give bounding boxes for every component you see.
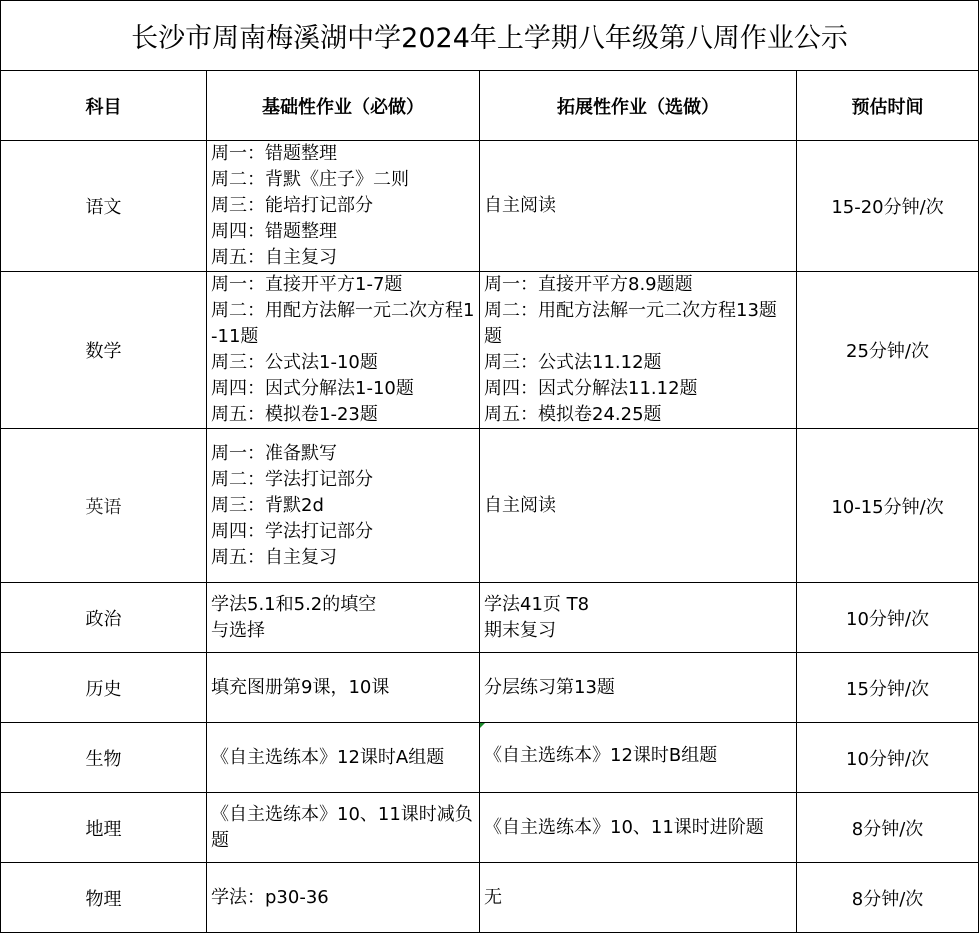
extended-line: 分层练习第13题 bbox=[484, 676, 615, 698]
basic-line: 周四：学法打记部分 bbox=[211, 520, 373, 542]
basic-line: 周四：因式分解法1-10题 bbox=[211, 378, 414, 399]
basic-line: 《自主选练本》12课时A组题 bbox=[211, 746, 445, 768]
basic-line: 与选择 bbox=[211, 619, 265, 641]
table-row bbox=[1, 863, 979, 933]
time-cell: 10分钟/次 bbox=[797, 583, 979, 653]
basic-line: 周四：错题整理 bbox=[211, 221, 337, 242]
table-row bbox=[1, 141, 979, 272]
subject-cell: 历史 bbox=[1, 653, 207, 723]
extended-line: 《自主选练本》10、11课时进阶题 bbox=[484, 816, 764, 838]
time-cell: 15分钟/次 bbox=[797, 653, 979, 723]
extended-line: 自主阅读 bbox=[484, 195, 556, 216]
table-row bbox=[1, 429, 979, 583]
basic-cell bbox=[207, 272, 480, 429]
table-row bbox=[1, 272, 979, 429]
extended-cell bbox=[480, 653, 797, 723]
basic-line: 周五：自主复习 bbox=[211, 247, 337, 268]
extended-line: 周五：模拟卷24.25题 bbox=[484, 404, 662, 425]
extended-cell bbox=[480, 793, 797, 863]
extended-cell bbox=[480, 272, 797, 429]
header-row bbox=[1, 71, 979, 141]
subject-cell: 生物 bbox=[1, 723, 207, 793]
extended-line: 周三：公式法11.12题 bbox=[484, 352, 662, 373]
basic-cell bbox=[207, 793, 480, 863]
basic-line: 学法5.1和5.2的填空 bbox=[211, 593, 377, 615]
basic-line: 周五：自主复习 bbox=[211, 546, 337, 568]
extended-line: 周二：用配方法解一元二次方程13题题 bbox=[484, 300, 777, 347]
basic-line: 周二：用配方法解一元二次方程1-11题 bbox=[211, 300, 475, 347]
extended-cell bbox=[480, 429, 797, 583]
extended-line: 无 bbox=[484, 886, 502, 908]
extended-cell bbox=[480, 863, 797, 933]
basic-line: 周二：学法打记部分 bbox=[211, 468, 373, 490]
subject-cell: 政治 bbox=[1, 583, 207, 653]
table-row bbox=[1, 583, 979, 653]
time-cell: 8分钟/次 bbox=[797, 793, 979, 863]
basic-line: 周二：背默《庄子》二则 bbox=[211, 169, 409, 190]
extended-line: 学法41页 T8 bbox=[484, 593, 590, 615]
basic-line: 学法：p30-36 bbox=[211, 886, 329, 908]
header-subject: 科目 bbox=[1, 71, 207, 141]
basic-line: 周一：错题整理 bbox=[211, 143, 337, 164]
basic-line: 周三：公式法1-10题 bbox=[211, 352, 378, 373]
extended-line: 自主阅读 bbox=[484, 494, 556, 516]
basic-cell bbox=[207, 429, 480, 583]
basic-cell bbox=[207, 863, 480, 933]
basic-cell bbox=[207, 723, 480, 793]
table-row bbox=[1, 723, 979, 793]
header-extended: 拓展性作业（选做） bbox=[480, 71, 797, 141]
extended-cell bbox=[480, 141, 797, 272]
table-row bbox=[1, 793, 979, 863]
basic-cell bbox=[207, 141, 480, 272]
page-title: 长沙市周南梅溪湖中学2024年上学期八年级第八周作业公示 bbox=[1, 1, 979, 71]
extended-line: 期末复习 bbox=[484, 619, 556, 641]
extended-line: 周一：直接开平方8.9题题 bbox=[484, 274, 693, 295]
basic-line: 周三：能培打记部分 bbox=[211, 195, 373, 216]
time-cell: 25分钟/次 bbox=[797, 272, 979, 429]
title-row bbox=[1, 1, 979, 71]
extended-line: 周四：因式分解法11.12题 bbox=[484, 378, 698, 399]
subject-cell: 语文 bbox=[1, 141, 207, 272]
basic-line: 周五：模拟卷1-23题 bbox=[211, 404, 378, 425]
extended-line: 《自主选练本》12课时B组题 bbox=[484, 745, 718, 766]
header-basic: 基础性作业（必做） bbox=[207, 71, 480, 141]
basic-line: 《自主选练本》10、11课时减负题 bbox=[211, 803, 473, 851]
subject-cell: 地理 bbox=[1, 793, 207, 863]
header-time: 预估时间 bbox=[797, 71, 979, 141]
basic-line: 周一：直接开平方1-7题 bbox=[211, 274, 403, 295]
time-cell: 15-20分钟/次 bbox=[797, 141, 979, 272]
extended-cell bbox=[480, 583, 797, 653]
basic-line: 填充图册第9课，10课 bbox=[211, 676, 390, 698]
time-cell: 10分钟/次 bbox=[797, 723, 979, 793]
subject-cell: 英语 bbox=[1, 429, 207, 583]
subject-cell: 物理 bbox=[1, 863, 207, 933]
basic-line: 周一：准备默写 bbox=[211, 442, 337, 464]
extended-cell bbox=[480, 723, 797, 793]
basic-cell bbox=[207, 653, 480, 723]
time-cell: 8分钟/次 bbox=[797, 863, 979, 933]
subject-cell: 数学 bbox=[1, 272, 207, 429]
basic-line: 周三：背默2d bbox=[211, 494, 324, 516]
basic-cell bbox=[207, 583, 480, 653]
time-cell: 10-15分钟/次 bbox=[797, 429, 979, 583]
table-row bbox=[1, 653, 979, 723]
